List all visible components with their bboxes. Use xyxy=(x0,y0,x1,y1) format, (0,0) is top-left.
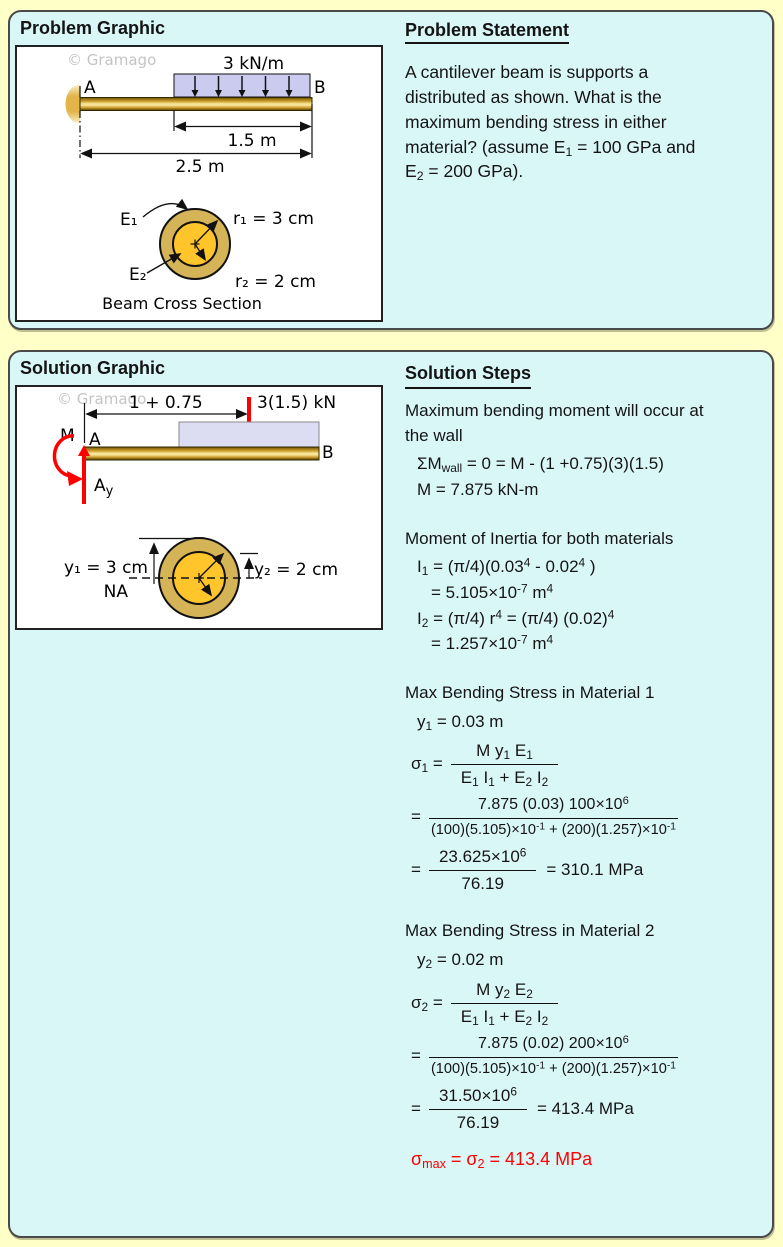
fraction: $\frac{31.50\times 10^6}{76.19}$ xyxy=(429,1085,527,1134)
fraction: $\frac{7.875 (0.02) 200\times 10^6}{(100)(5.105)\times 10^{-1} + (200)(1.257)\times 10^{-1}}$ xyxy=(430,1033,676,1077)
moment-arm-label: 1 + 0.75 xyxy=(129,393,203,413)
solution-steps-column xyxy=(405,360,781,1172)
max-stress-result: $\sigma_{max} = \sigma_2 = 413.4$ MPa xyxy=(411,1148,593,1171)
dim-2-5m-label: 2.5 m xyxy=(175,157,225,177)
e1-label: E₁ xyxy=(120,210,138,230)
sigma1-symbolic-equation xyxy=(411,740,781,789)
r1-value-label: r₁ = 3 cm xyxy=(233,209,314,229)
problem-panel xyxy=(8,10,774,330)
sigma2-result-value: = 413.4 MPa xyxy=(536,1098,634,1118)
point-b-label: B xyxy=(314,78,326,98)
solution-beam-diagram xyxy=(17,387,381,628)
resultant-force-label: 3(1.5) kN xyxy=(257,393,337,413)
moment-arc-arrowhead xyxy=(67,471,83,486)
problem-graphic-title: Problem Graphic xyxy=(20,18,166,38)
point-a-label: A xyxy=(84,78,96,98)
beam xyxy=(80,98,312,111)
moment-m-label: M xyxy=(60,426,75,446)
e2-label: E₂ xyxy=(129,265,147,285)
sigma2-result-equation: = $\frac{31.50\times 10^6}{76.19}$ = 413.4 MPa xyxy=(411,1085,781,1134)
fraction: $\frac{M y_2 E_2}{E_1 I_1 + E_2 I_2}$ xyxy=(451,979,558,1028)
solution-steps-title: Solution Steps xyxy=(405,360,531,389)
watermark: © Gramago xyxy=(57,390,147,408)
moment-intro-text: Maximum bending moment will occur at the wall xyxy=(405,401,704,445)
watermark: © Gramago xyxy=(67,51,157,69)
point-b-label: B xyxy=(322,443,334,463)
y2-label: y₂ = 2 cm xyxy=(254,560,339,580)
inertia-intro-text: Moment of Inertia for both materials xyxy=(405,528,674,548)
y1-value-equation: $y_1 = 0.03$ m xyxy=(417,711,504,733)
i1-result: = $5.105\times 10^{-7}$ $m^4$ xyxy=(431,581,554,602)
y2-value-equation: $y_2 = 0.02$ m xyxy=(417,949,504,971)
distributed-load-label: 3 kN/m xyxy=(223,54,285,74)
problem-graphic-box xyxy=(15,45,383,322)
wall-support xyxy=(66,85,80,124)
problem-statement-text: A cantilever beam is supports a distributed as shown. What is the maximum bending stress in either material? (assume $E_1 = 100$ GPa and $E_2 = 200$ GPa). xyxy=(405,62,696,184)
reaction-ay-label: $A_y$ xyxy=(94,476,114,499)
sum-moments-equation: $\Sigma M_{wall} = 0 = M - (1 +0.75)(3)(1.5)$ xyxy=(417,454,664,476)
sigma2-prefix: $\sigma_2$ = xyxy=(411,992,443,1014)
sigma1-prefix: $\sigma_1$ = xyxy=(411,754,443,776)
point-a-label: A xyxy=(89,430,101,450)
na-label: NA xyxy=(103,582,128,602)
solution-graphic-title: Solution Graphic xyxy=(20,358,166,378)
i2-result: = $1.257\times 10^{-7}$ $m^4$ xyxy=(431,632,554,654)
problem-statement-column xyxy=(405,20,781,184)
load-region-box xyxy=(179,422,319,447)
problem-beam-diagram xyxy=(17,47,381,320)
fraction: $\frac{7.875 (0.03) 100\times 10^6}{(100)(5.105)\times 10^{-1} + (200)(1.257)\times 10^{-1}}$ xyxy=(430,795,676,839)
solution-panel xyxy=(8,350,774,1238)
beam xyxy=(84,447,319,460)
moment-result-equation: M = 7.875 kN-m xyxy=(417,480,539,500)
y1-label: y₁ = 3 cm xyxy=(63,558,148,578)
i1-equation: $I_1 = (\pi/4)(0.03^4 - 0.02^4$ ) xyxy=(417,555,596,579)
cross-section-caption: Beam Cross Section xyxy=(102,294,262,313)
solution-graphic-box xyxy=(15,385,383,630)
sigma1-result-equation: = $\frac{23.625\times 10^6}{76.19}$ = 310.1 MPa xyxy=(411,846,781,895)
r2-value-label: r₂ = 2 cm xyxy=(235,272,316,292)
problem-statement-title: Problem Statement xyxy=(405,20,569,44)
fraction: $\frac{23.625\times 10^6}{76.19}$ xyxy=(429,846,536,895)
sigma2-symbolic-equation xyxy=(411,979,781,1028)
sigma1-result-value: = 310.1 MPa xyxy=(546,860,644,880)
material1-heading: Max Bending Stress in Material 1 xyxy=(405,682,655,702)
sigma1-numeric-equation: = $\frac{7.875 (0.03) 100\times 10^6}{(100)(5.105)\times 10^{-1} + (200)(1.257)\times 10^{-1}}$ xyxy=(411,795,676,839)
dim-1-5m-label: 1.5 m xyxy=(227,131,277,151)
sigma2-numeric-equation: = $\frac{7.875 (0.02) 200\times 10^6}{(100)(5.105)\times 10^{-1} + (200)(1.257)\times 10^{-1}}$ xyxy=(411,1033,676,1077)
fraction: $\frac{M y_1 E_1}{E_1 I_1 + E_2 I_2}$ xyxy=(451,740,558,789)
i2-equation: $I_2 = (\pi/4) r^4 = (\pi/4)$ $(0.02)^4$ xyxy=(417,607,615,630)
material2-heading: Max Bending Stress in Material 2 xyxy=(405,921,655,941)
